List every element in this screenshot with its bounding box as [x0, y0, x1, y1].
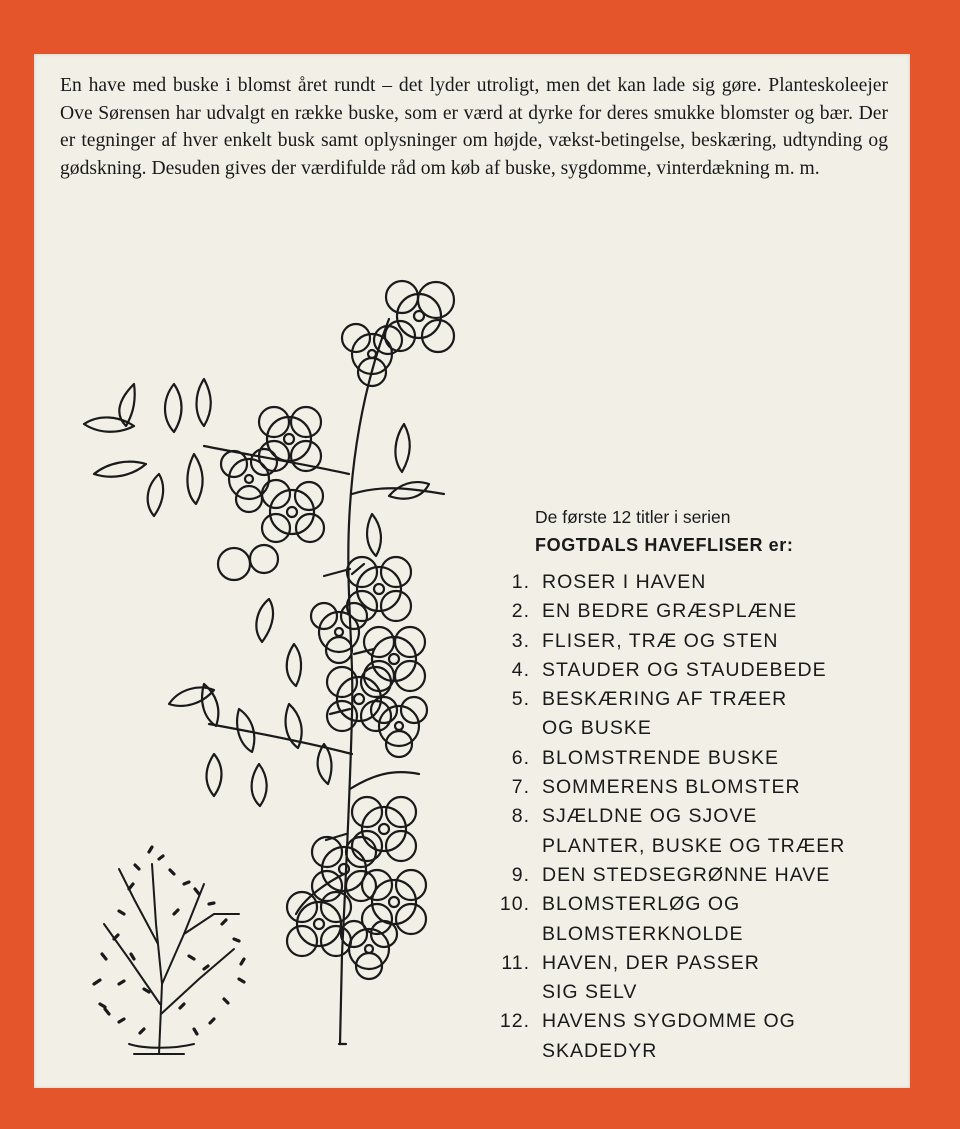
list-item [470, 597, 902, 626]
list-item [470, 861, 902, 890]
item-title: HAVEN, DER PASSER SIG SELV [542, 951, 760, 1004]
list-item [470, 949, 902, 1008]
item-number: 4. [511, 658, 530, 681]
list-item [470, 744, 902, 773]
item-number: 11. [501, 951, 530, 974]
item-number: 8. [511, 805, 530, 828]
item-title: SJÆLDNE OG SJOVE PLANTER, BUSKE OG TRÆER [542, 805, 846, 857]
item-title: BLOMSTRENDE BUSKE [542, 746, 779, 769]
series-intro [535, 503, 793, 559]
item-title: EN BEDRE GRÆSPLÆNE [542, 600, 798, 623]
item-number: 3. [511, 629, 530, 652]
back-cover-panel [34, 54, 910, 1088]
item-title: STAUDER OG STAUDEBEDE [542, 658, 827, 681]
list-item [470, 627, 902, 656]
list-item [470, 802, 902, 861]
flowering-branch-illustration [84, 281, 454, 1044]
title-list [470, 568, 902, 1066]
list-item [470, 773, 902, 802]
item-title: HAVENS SYGDOMME OG SKADEDYR [542, 1010, 796, 1062]
item-number: 1. [511, 571, 530, 593]
list-item [470, 1007, 902, 1066]
bush-illustration [94, 847, 244, 1054]
item-title: ROSER I HAVEN [542, 571, 707, 593]
item-title: SOMMERENS BLOMSTER [542, 776, 801, 799]
list-item [470, 685, 902, 744]
list-item [470, 890, 902, 949]
item-title: BESKÆRING AF TRÆER OG BUSKE [542, 688, 788, 740]
item-number: 10. [499, 893, 530, 916]
series-name: FOGTDALS HAVEFLISER er: [535, 535, 794, 555]
item-title: DEN STEDSEGRØNNE HAVE [542, 863, 831, 886]
list-item [470, 656, 902, 685]
item-number: 6. [511, 746, 530, 769]
item-number: 5. [511, 688, 530, 711]
description-text: En have med buske i blomst året rundt – det lyder utroligt, men det kan lade sig gøre. Planteskoleejer Ove Sørensen har udvalgt en række buske, som er værd at dyrke for deres smukke blomster og bær. Der er tegninger af hver enkelt busk samt oplysninger om højde, vækst-betingelse, beskæring, udtynding og gødskning. Desuden gives der værdifulde råd om køb af buske, sygdomme, vinterdækning m. m. [60, 75, 888, 179]
item-title: BLOMSTERLØG OG BLOMSTERKNOLDE [542, 893, 744, 945]
item-number: 2. [511, 600, 530, 623]
item-number: 9. [511, 863, 530, 886]
item-number: 12. [499, 1010, 530, 1033]
series-intro-line: De første 12 titler i serien [535, 507, 731, 527]
item-number: 7. [511, 776, 530, 799]
item-title: FLISER, TRÆ OG STEN [542, 629, 779, 652]
list-item [470, 568, 902, 597]
